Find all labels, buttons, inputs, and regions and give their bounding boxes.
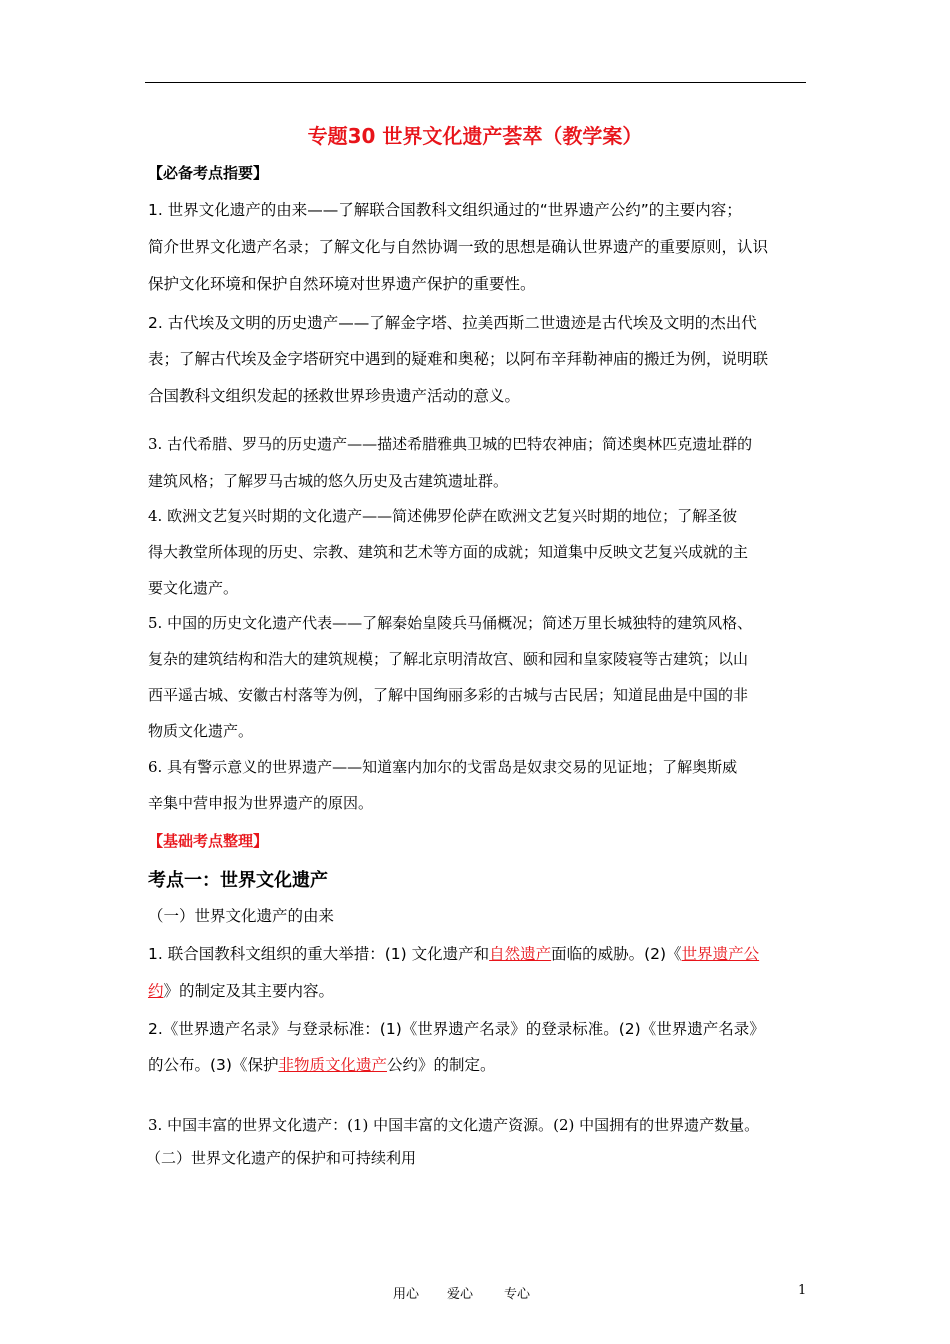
- item2-line2: [148, 1053, 496, 1075]
- item1-term-convention: 世界遗产公: [681, 945, 760, 963]
- bibei-p5-line2: 复杂的建筑结构和浩大的建筑规模；了解北京明清故宫、颐和园和皇家陵寝等古建筑；以山: [148, 650, 749, 668]
- footer-word-1: 用心: [393, 1287, 420, 1302]
- item2-term-intangible: 非物质文化遗产: [278, 1056, 387, 1074]
- bibei-p2-line1: 2. 古代埃及文明的历史遗产——了解金字塔、拉美西斯二世遗迹是古代埃及文明的杰出代: [148, 314, 757, 332]
- subsection-heading-1: （一）世界文化遗产的由来: [148, 907, 335, 925]
- item1-line2: [148, 979, 334, 1001]
- bibei-p6-line2: 辛集中营申报为世界遗产的原因。: [148, 794, 374, 812]
- bibei-p1-line2: 简介世界文化遗产名录；了解文化与自然协调一致的思想是确认世界遗产的重要原则，认识: [148, 238, 769, 256]
- kaodian-heading: 考点一：世界文化遗产: [148, 870, 328, 891]
- bibei-p6-line1: 6. 具有警示意义的世界遗产——知道塞内加尔的戈雷岛是奴隶交易的见证地；了解奥斯威: [148, 758, 738, 776]
- bibei-p2-line2: 表；了解古代埃及金字塔研究中遇到的疑难和奥秘；以阿布辛拜勒神庙的搬迁为例，说明联: [148, 350, 769, 368]
- bibei-p4-line3: 要文化遗产。: [148, 579, 239, 597]
- footer-word-3: 专心: [504, 1287, 531, 1302]
- item1-text-f: 》的制定及其主要内容。: [163, 982, 335, 1000]
- page-title: 专题30 世界文化遗产荟萃（教学案）: [307, 124, 643, 148]
- section-heading-bibei: 【必备考点指要】: [148, 164, 269, 182]
- subsection-heading-2: （二）世界文化遗产的保护和可持续利用: [146, 1149, 417, 1167]
- bibei-p5-line4: 物质文化遗产。: [148, 722, 254, 740]
- header-rule: [145, 82, 806, 83]
- item2-text-d: 公约》的制定。: [386, 1056, 496, 1074]
- bibei-p1-line1: 1. 世界文化遗产的由来——了解联合国教科文组织通过的“世界遗产公约”的主要内容；: [148, 201, 742, 219]
- bibei-p3-line2: 建筑风格；了解罗马古城的悠久历史及古建筑遗址群。: [148, 472, 509, 490]
- bibei-p4-line2: 得大教堂所体现的历史、宗教、建筑和艺术等方面的成就；知道集中反映文艺复兴成就的主: [148, 543, 749, 561]
- section-heading-jichu: 【基础考点整理】: [148, 832, 269, 850]
- footer-word-2: 爱心: [447, 1287, 474, 1302]
- page-number: 1: [798, 1283, 807, 1298]
- bibei-p5-line3: 西平遥古城、安徽古村落等为例，了解中国绚丽多彩的古城与古民居；知道昆曲是中国的非: [148, 686, 749, 704]
- bibei-p5-line1: 5. 中国的历史文化遗产代表——了解秦始皇陵兵马俑概况；简述万里长城独特的建筑风格、: [148, 614, 753, 632]
- item1-term-natural-heritage: 自然遗产: [489, 945, 552, 963]
- item1-text-a: 1. 联合国教科文组织的重大举措：(1) 文化遗产和: [148, 945, 490, 963]
- bibei-p3-line1: 3. 古代希腊、罗马的历史遗产——描述希腊雅典卫城的巴特农神庙；简述奥林匹克遗址群的: [148, 435, 753, 453]
- item1-term-convention-end: 约: [148, 982, 164, 1000]
- bibei-p2-line3: 合国教科文组织发起的拯救世界珍贵遗产活动的意义。: [148, 387, 521, 405]
- item2-text-b: 的公布。(3)《保护: [148, 1056, 279, 1074]
- item1-text-c: 面临的威胁。(2)《: [551, 945, 682, 963]
- item1-line1: [148, 942, 759, 964]
- item3-line: 3. 中国丰富的世界文化遗产：(1) 中国丰富的文化遗产资源。(2) 中国拥有的世界遗产数量。: [148, 1116, 760, 1134]
- item2-line1: 2.《世界遗产名录》与登录标准：(1)《世界遗产名录》的登录标准。(2)《世界遗产名录》: [148, 1020, 765, 1038]
- bibei-p4-line1: 4. 欧洲文艺复兴时期的文化遗产——简述佛罗伦萨在欧洲文艺复兴时期的地位；了解圣彼: [148, 507, 738, 525]
- bibei-p1-line3: 保护文化环境和保护自然环境对世界遗产保护的重要性。: [148, 275, 536, 293]
